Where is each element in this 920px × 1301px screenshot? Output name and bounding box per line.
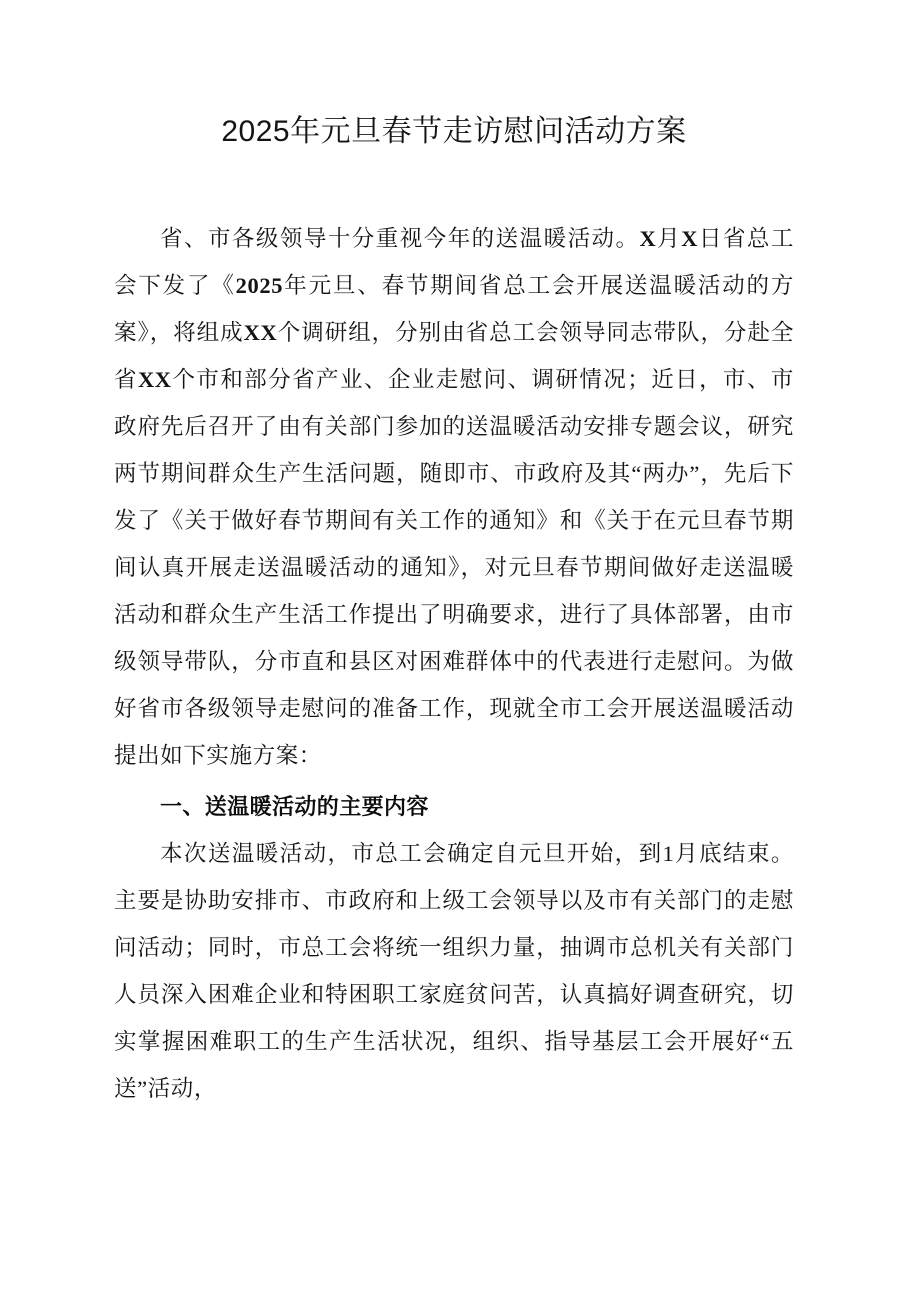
section-heading-one: 一、送温暖活动的主要内容 [160, 793, 429, 819]
paragraph-intro: 省、市各级领导十分重视今年的送温暖活动。X月X日省总工会下发了《2025年元旦、春节期间省总工会开展送温暖活动的方案》，将组成XX个调研组，分别由省总工会领导同志带队，分赴全省XX个市和部分省产业、企业走慰问、调研情况；近日，市、市政府先后召开了由有关部门参加的送温暖活动安排专题会议，研究两节期间群众生产生活问题，随即市、市政府及其“两办”，先后下发了《关于做好春节期间有关工作的通知》和《关于在元旦春节期间认真开展走送温暖活动的通知》，对元旦春节期间做好走送温暖活动和群众生产生活工作提出了明确要求，进行了具体部署，由市级领导带队，分市直和县区对困难群体中的代表进行走慰问。为做好省市各级领导走慰问的准备工作，现就全市工会开展送温暖活动提出如下实施方案： [114, 225, 794, 768]
page-title: 2025年元旦春节走访慰问活动方案 [221, 115, 687, 148]
document-body [114, 0, 794, 1112]
paragraph-section-one-body: 本次送温暖活动，市总工会确定自元旦开始，到1月底结束。主要是协助安排市、市政府和上级工会领导以及市有关部门的走慰问活动；同时，市总工会将统一组织力量，抽调市总机关有关部门人员深入困难企业和特困职工家庭贫问苦，认真搞好调查研究，切实掌握困难职工的生产生活状况，组织、指导基层工会开展好“五送”活动， [114, 840, 794, 1101]
